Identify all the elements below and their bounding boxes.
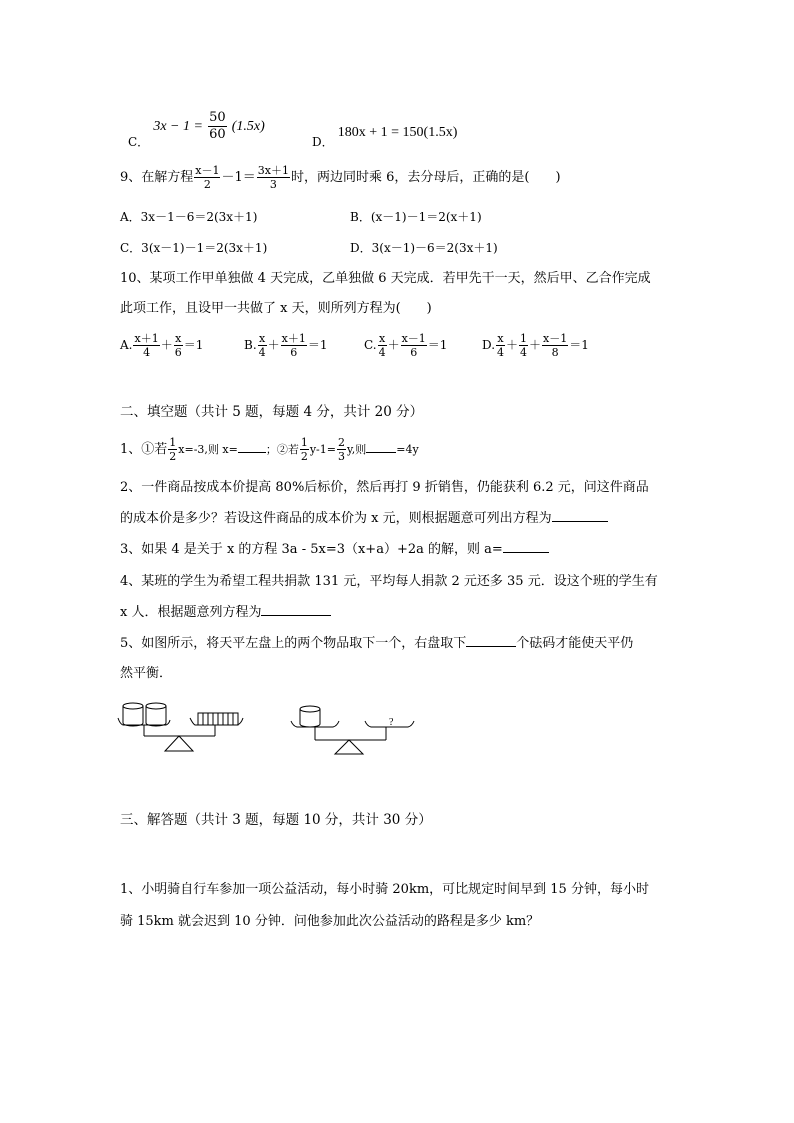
- q10-a-f2n: x: [175, 332, 182, 345]
- s2-q5-text-a: 5、如图所示，将天平左盘上的两个物品取下一个，右盘取下: [120, 636, 467, 651]
- s2-q1-e: y,则: [347, 443, 367, 456]
- q10-c-f2n: x－1: [401, 332, 426, 345]
- q9-option-a: A．3x－1－6＝2(3x＋1): [120, 210, 258, 224]
- q8-c-numerator: 50: [209, 110, 226, 125]
- s2-q5-line-2: 然平衡．: [120, 666, 173, 681]
- s2-q5-blank[interactable]: [466, 634, 516, 647]
- q10-a-plus: ＋: [160, 338, 173, 352]
- q10-b-frac2: [281, 332, 307, 359]
- q10-d-eq: ＝1: [569, 338, 589, 352]
- q8-c-label: C．: [128, 135, 150, 149]
- q10-d-f3d: 8: [551, 346, 559, 359]
- q10-b-eq: ＝1: [307, 338, 328, 352]
- balance-question-mark: ?: [389, 717, 394, 728]
- q10-line-1: 10、某项工作甲单独做 4 天完成，乙单独做 6 天完成．若甲先干一天，然后甲、乙合作完成: [120, 271, 651, 286]
- balance-left: [118, 703, 243, 751]
- q10-a-label: A.: [120, 338, 133, 352]
- s2-q2-line-1: 2、一件商品按成本价提高 80%后标价，然后再打 9 折销售，仍能获利 6.2 元，问这件商品: [120, 480, 649, 495]
- s2-q1-frac3: [337, 436, 346, 463]
- q9-prefix: 9、在解方程: [120, 170, 194, 185]
- s2-q1-blank-2[interactable]: [366, 440, 396, 453]
- q9-fraction-1: [194, 164, 220, 191]
- balance-figure: [115, 696, 475, 760]
- balance-right: [291, 706, 414, 754]
- q10-c-frac1: [378, 332, 387, 359]
- q8-option-c: [128, 110, 265, 155]
- q10-option-b: [244, 332, 328, 359]
- q10-a-eq: ＝1: [183, 338, 204, 352]
- q8-c-lhs: 3x − 1 =: [153, 119, 203, 134]
- section2-heading: 二、填空题（共计 5 题，每题 4 分，共计 20 分）: [120, 404, 424, 420]
- q9-option-b: B．(x－1)－1＝2(x＋1): [350, 210, 482, 224]
- s2-q1-f2n: 1: [300, 436, 308, 449]
- s2-q2-blank[interactable]: [552, 509, 608, 522]
- q10-b-f1n: x: [259, 332, 266, 345]
- q10-a-f1n: x＋1: [134, 332, 159, 345]
- q10-d-plus2: ＋: [529, 338, 542, 352]
- q10-d-f1n: x: [497, 332, 504, 345]
- q10-d-f2d: 4: [520, 346, 528, 359]
- q10-b-f2d: 6: [290, 346, 298, 359]
- s2-q1-frac1: [168, 436, 177, 463]
- q10-c-f1n: x: [378, 332, 386, 345]
- q10-d-frac1: [496, 332, 505, 359]
- q10-c-f2d: 6: [410, 346, 418, 359]
- q10-b-f2n: x＋1: [281, 332, 306, 345]
- s2-q1-blank-1[interactable]: [238, 440, 266, 453]
- weights-left: [198, 713, 238, 725]
- q10-b-frac1: [258, 332, 267, 359]
- q9-stem: [120, 164, 561, 191]
- s2-q1-frac2: [300, 436, 309, 463]
- s2-q1-f: =4y: [396, 443, 419, 456]
- q10-d-frac2: [519, 332, 528, 359]
- q10-a-f2d: 6: [174, 346, 182, 359]
- q8-option-d: [312, 122, 458, 149]
- q10-line-2: 此项工作，且设甲一共做了 x 天，则所列方程为( ): [120, 301, 432, 316]
- q10-d-f3n: x－1: [543, 332, 568, 345]
- q10-c-frac2: [401, 332, 427, 359]
- q10-d-plus1: ＋: [506, 338, 519, 352]
- q8-c-fraction: [208, 110, 227, 143]
- s2-q3: [120, 540, 549, 560]
- q9-frac1-num: x－1: [195, 164, 220, 177]
- s2-q4-text: x 人．根据题意列方程为: [120, 605, 262, 620]
- s2-q2-text: 的成本价是多少？若设这件商品的成本价为 x 元，则根据题意可列出方程为: [120, 511, 552, 526]
- q8-c-denominator: 60: [209, 127, 226, 142]
- s2-q3-text: 3、如果 4 是关于 x 的方程 3a - 5x=3（x+a）+2a 的解，则 a=: [120, 542, 503, 557]
- q10-b-f1d: 4: [258, 346, 266, 359]
- s3-q1-line-1: 1、小明骑自行车参加一项公益活动，每小时骑 20km，可比规定时间早到 15 分钟，每小时: [120, 882, 649, 897]
- q10-d-frac3: [542, 332, 568, 359]
- q10-d-label: D.: [482, 338, 496, 352]
- q9-mid: －1＝: [221, 170, 256, 185]
- q10-a-frac1: [133, 332, 159, 359]
- s2-q1: [120, 436, 419, 463]
- q9-fraction-2: [257, 164, 290, 191]
- section3-heading: 三、解答题（共计 3 题，每题 10 分，共计 30 分）: [120, 812, 432, 828]
- s2-q1-f2d: 2: [300, 450, 308, 463]
- q10-a-frac2: [174, 332, 183, 359]
- s2-q4-line-2: [120, 603, 331, 623]
- s2-q4-line-1: 4、某班的学生为希望工程共捐款 131 元，平均每人捐款 2 元还多 35 元．设这个班的学生有: [120, 574, 658, 589]
- q10-b-label: B.: [244, 338, 257, 352]
- q9-option-d: D．3(x－1)－6＝2(3x＋1): [350, 241, 498, 255]
- q10-c-plus: ＋: [387, 338, 400, 352]
- q9-frac2-den: 3: [269, 178, 277, 191]
- q10-option-a: [120, 332, 203, 359]
- s3-q1-line-2: 骑 15km 就会迟到 10 分钟．问他参加此次公益活动的路程是多少 km？: [120, 914, 540, 929]
- q9-frac1-den: 2: [203, 178, 211, 191]
- q8-c-rhs: (1.5x): [231, 119, 265, 134]
- q10-d-f1d: 4: [497, 346, 505, 359]
- s2-q5-line-1: [120, 634, 633, 654]
- s2-q1-a: 1、①若: [120, 442, 168, 457]
- q10-b-plus: ＋: [267, 338, 280, 352]
- q8-d-expr: 180x + 1 = 150(1.5x): [337, 125, 458, 140]
- s2-q1-f1n: 1: [169, 436, 177, 449]
- s2-q1-f3d: 3: [338, 450, 345, 463]
- q9-option-c: C．3(x－1)－1＝2(3x＋1): [120, 241, 268, 255]
- q9-frac2-num: 3x＋1: [257, 164, 289, 177]
- q10-a-f1d: 4: [143, 346, 151, 359]
- q10-option-d: [482, 332, 589, 359]
- q9-suffix: 时，两边同时乘 6，去分母后，正确的是( ): [290, 170, 561, 185]
- s2-q2-line-2: [120, 509, 608, 529]
- q10-c-f1d: 4: [378, 346, 386, 359]
- s2-q1-f3n: 2: [338, 436, 345, 449]
- q10-c-eq: ＝1: [427, 338, 448, 352]
- q10-d-f2n: 1: [520, 332, 528, 345]
- q8-d-label: D．: [312, 135, 334, 149]
- q10-c-label: C.: [364, 338, 377, 352]
- s2-q3-blank[interactable]: [503, 540, 549, 553]
- s2-q1-b: x=-3,则 x=: [178, 443, 238, 456]
- s2-q1-c: ；②若: [265, 443, 299, 456]
- s2-q1-d: y-1=: [309, 443, 336, 456]
- s2-q1-f1d: 2: [169, 450, 177, 463]
- s2-q5-text-b: 个砝码才能使天平仍: [516, 636, 634, 651]
- q10-option-c: [364, 332, 447, 359]
- s2-q4-blank[interactable]: [261, 603, 331, 616]
